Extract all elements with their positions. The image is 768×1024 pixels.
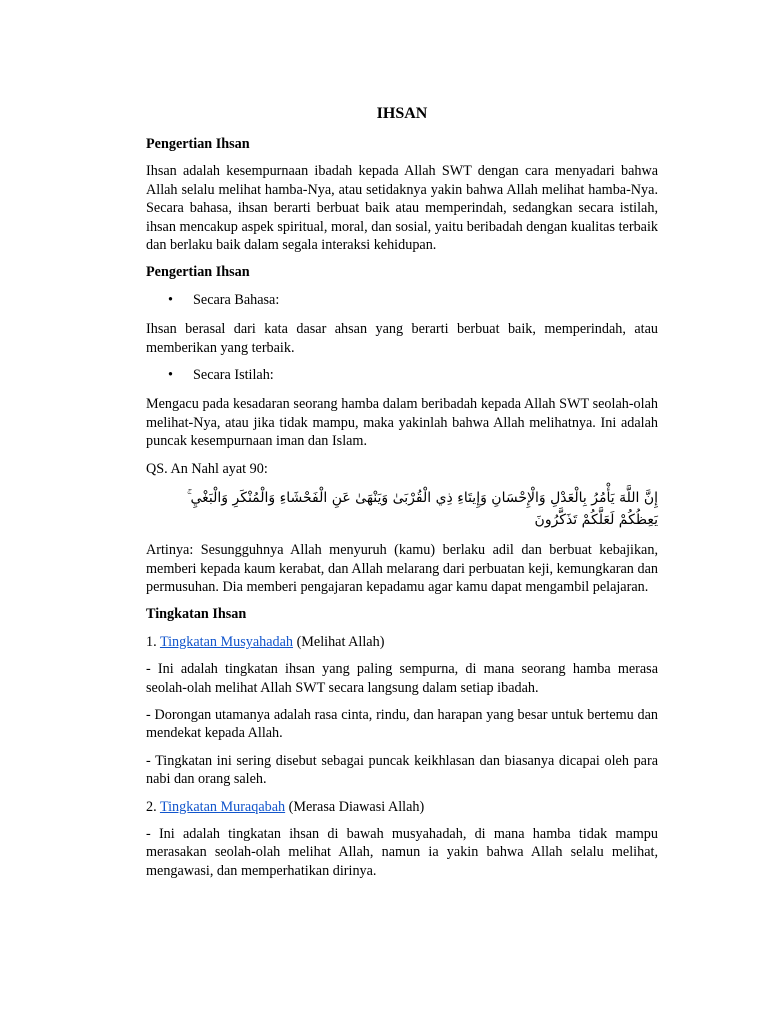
level-1-link[interactable]: Tingkatan Musyahadah: [159, 633, 294, 650]
bullet-label-term: Secara Istilah:: [193, 367, 274, 384]
section-heading-levels: Tingkatan Ihsan: [146, 606, 247, 623]
level-1-point: - Tingkatan ini sering disebut sebagai puncak keikhlasan dan biasanya dicapai oleh para nabi dan orang saleh.: [146, 752, 658, 788]
level-1-point: - Ini adalah tingkatan ihsan yang paling sempurna, di mana seorang hamba merasa seolah-olah melihat Allah SWT secara langsung dalam setiap ibadah.: [146, 661, 658, 696]
verse-reference: QS. An Nahl ayat 90:: [146, 460, 268, 477]
level-1-number: 1.: [146, 633, 160, 650]
level-1-title: [146, 633, 658, 651]
document-title: IHSAN: [376, 105, 428, 122]
level-2-suffix: (Merasa Diawasi Allah): [285, 798, 425, 815]
level-2-point: - Ini adalah tingkatan ihsan di bawah musyahadah, di mana hamba tidak mampu merasakan seolah-olah melihat Allah, namun ia yakin bahwa Allah selalu melihat, mengawasi, dan memperhatikan dirinya.: [146, 825, 658, 879]
term-paragraph: Mengacu pada kesadaran seorang hamba dalam beribadah kepada Allah SWT seolah-olah melihat-Nya, atau jika tidak mampu, maka yakinlah bahwa Allah melihatnya. Ini adalah puncak kesempurnaan iman dan Islam.: [146, 396, 658, 450]
section-heading-definition: Pengertian Ihsan: [146, 136, 250, 152]
verse-translation: Artinya: Sesungguhnya Allah menyuruh (kamu) berlaku adil dan berbuat kebajikan, memberi kepada kaum kerabat, dan Allah melarang dari perbuatan keji, kemungkaran dan permusuhan. Dia memberi pengajaran kepadamu agar kamu dapat mengambil pelajaran.: [146, 542, 658, 595]
section-heading-definition-2: Pengertian Ihsan: [146, 264, 250, 281]
level-2-title: [146, 798, 658, 816]
bullet-item-term: [146, 366, 658, 384]
definition-paragraph: Ihsan adalah kesempurnaan ibadah kepada Allah SWT dengan cara menyadari bahwa Allah selalu melihat hamba-Nya, atau setidaknya yakin bahwa Allah melihat hamba-Nya. Secara bahasa, ihsan berarti berbuat baik atau memperindah, sedangkan secara istilah, ihsan mencakup aspek spiritual, moral, dan sosial, yaitu beribadah dengan kualitas terbaik dan berlaku baik dalam segala interaksi kehidupan.: [146, 163, 658, 254]
level-2-link[interactable]: Tingkatan Muraqabah: [159, 798, 286, 815]
bullet-dot-icon: •: [168, 367, 173, 384]
bullet-dot-icon: •: [168, 291, 173, 308]
arabic-verse: إِنَّ اللَّهَ يَأْمُرُ بِالْعَدْلِ وَالْإِحْسَانِ وَإِيتَاءِ ذِي الْقُرْبَىٰ وَيَنْهَىٰ عَنِ الْفَحْشَاءِ وَالْمُنْكَرِ وَالْبَغْيِ ۚ يَعِظُكُمْ لَعَلَّكُمْ تَذَكَّرُونَ: [186, 490, 658, 529]
level-1-suffix: (Melihat Allah): [293, 633, 385, 650]
bullet-label-language: Secara Bahasa:: [193, 291, 280, 308]
level-2-number: 2.: [146, 798, 160, 815]
document-page: [146, 104, 658, 889]
level-1-point: - Dorongan utamanya adalah rasa cinta, rindu, dan harapan yang besar untuk bertemu dan mendekat kepada Allah.: [146, 706, 658, 742]
bullet-item-language: [146, 291, 658, 309]
language-paragraph: Ihsan berasal dari kata dasar ahsan yang berarti berbuat baik, memperindah, atau memberikan yang terbaik.: [146, 321, 658, 356]
